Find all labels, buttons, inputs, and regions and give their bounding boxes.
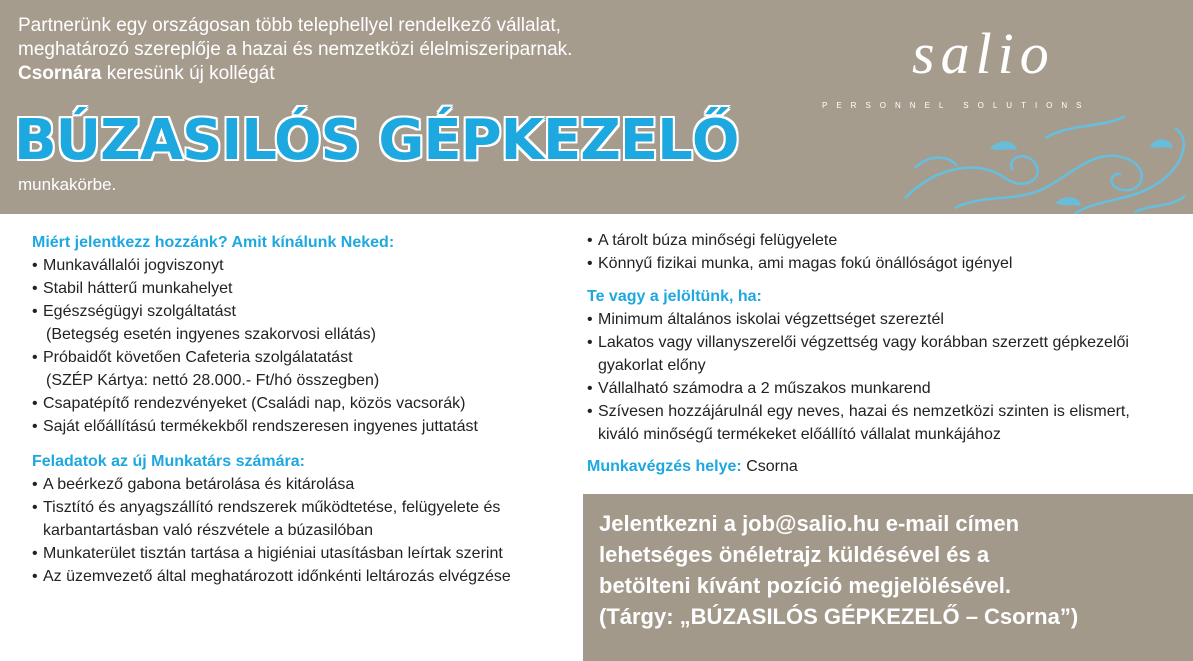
list-item: • Könnyű fizikai munka, ami magas fokú önállóságot igényel: [587, 252, 1187, 275]
decorative-swirl-icon: [895, 108, 1193, 214]
job-title: BÚZASILÓS GÉPKEZELŐ: [14, 108, 739, 173]
list-item: • Vállalható számodra a 2 műszakos munkarend: [587, 377, 1152, 400]
apply-callout: [583, 494, 1193, 661]
right-column: [587, 229, 1187, 478]
list-item: • Szívesen hozzájárulnál egy neves, hazai és nemzetközi szinten is elismert, kiváló minőségű termékeket előállító vállalat munkájához: [587, 400, 1152, 446]
salio-logo: [912, 20, 1062, 90]
apply-line-3: betölteni kívánt pozíció megjelölésével.: [599, 573, 1012, 598]
location-rest: keresünk új kollégát: [101, 63, 275, 84]
list-item: • Saját előállítású termékekből rendszeresen ingyenes juttatást: [32, 415, 577, 438]
list-item-note: (SZÉP Kártya: nettó 28.000.- Ft/hó összegben): [46, 372, 380, 389]
list-item: • Lakatos vagy villanyszerelői végzettség vagy korábban szerzett gépkezelői gyakorlat előny: [587, 331, 1152, 377]
logo-tagline: PERSONNEL SOLUTIONS: [822, 101, 1091, 110]
requirements-list: [587, 308, 1152, 446]
list-item: • Próbaidőt követően Cafeteria szolgálatatást (SZÉP Kártya: nettó 28.000.- Ft/hó összegben): [32, 346, 577, 392]
workplace: [587, 456, 1187, 478]
intro-line-3: [18, 62, 572, 86]
workplace-label: Munkavégzés helye:: [587, 458, 742, 475]
list-item: • Az üzemvezető által meghatározott időnkénti leltározás elvégzése: [32, 565, 577, 588]
logo-text: salio: [912, 21, 1055, 86]
intro-line-2: meghatározó szereplője a hazai és nemzetközi élelmiszeriparnak.: [18, 39, 573, 60]
list-item: • Munkavállalói jogviszonyt: [32, 254, 577, 277]
location-name: Csornára: [18, 63, 102, 84]
left-column: [32, 232, 577, 588]
list-item-note: (Betegség esetén ingyenes szakorvosi ellátás): [46, 326, 376, 343]
tasks-heading: Feladatok az új Munkatárs számára:: [32, 453, 305, 470]
tasks-list-continued: [587, 229, 1187, 275]
list-item: • Munkaterület tisztán tartása a higiéniai utasításban leírtak szerint: [32, 542, 577, 565]
offer-list: [32, 254, 577, 438]
offer-heading: Miért jelentkezz hozzánk? Amit kínálunk Neked:: [32, 234, 395, 251]
subtitle: munkakörbe.: [18, 175, 117, 194]
intro-text: [18, 14, 572, 86]
list-item: • A tárolt búza minőségi felügyelete: [587, 229, 1187, 252]
header-banner: [0, 0, 1193, 214]
list-item: • A beérkező gabona betárolása és kitárolása: [32, 473, 577, 496]
requirements-heading: Te vagy a jelöltünk, ha:: [587, 288, 762, 305]
list-item: • Egészségügyi szolgáltatást (Betegség esetén ingyenes szakorvosi ellátás): [32, 300, 577, 346]
workplace-value: Csorna: [746, 458, 798, 475]
list-item: • Minimum általános iskolai végzettséget szereztél: [587, 308, 1152, 331]
apply-line-2: lehetséges önéletrajz küldésével és a: [599, 542, 990, 567]
list-item: • Stabil hátterű munkahelyet: [32, 277, 577, 300]
intro-line-1: Partnerünk egy országosan több telephellyel rendelkező vállalat,: [18, 15, 561, 36]
list-item: • Csapatépítő rendezvényeket (Családi nap, közös vacsorák): [32, 392, 577, 415]
apply-line-4: (Tárgy: „BÚZASILÓS GÉPKEZELŐ – Csorna”): [599, 604, 1079, 629]
apply-line-1: Jelentkezni a job@salio.hu e-mail címen: [599, 511, 1020, 536]
list-item: • Tisztító és anyagszállító rendszerek működtetése, felügyelete és karbantartásban való részvétele a búzasilóban: [32, 496, 577, 542]
tasks-list: [32, 473, 577, 588]
